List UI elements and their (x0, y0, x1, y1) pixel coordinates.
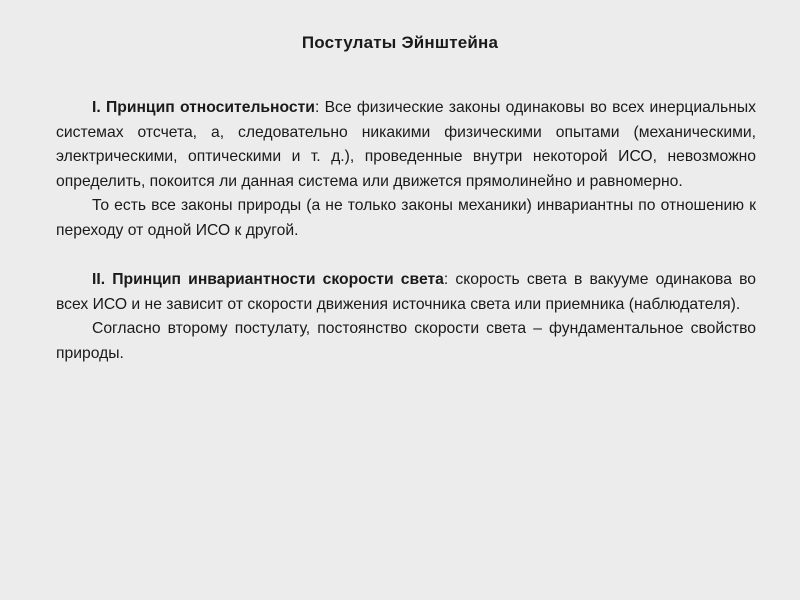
postulate-2-separator: : (443, 271, 456, 289)
postulate-2-paragraph (56, 268, 756, 317)
postulate-1-paragraph (56, 96, 756, 194)
postulate-1-text: Все физические законы одинаковы во всех инерциальных системах отсчета, а, следовательно никакими физическими опытами (механическими, электрическими, оптическими и т. д.), проведенные внутри некоторой ИСО, невозможно определить, покоится ли данная система или движется прямолинейно и равномерно. (56, 99, 756, 190)
postulate-2-heading: II. Принцип инвариантности скорости света (92, 271, 444, 289)
paragraph-spacer (56, 244, 756, 269)
postulate-1-separator: : (314, 99, 325, 116)
postulate-1-heading: I. Принцип относительности (92, 99, 315, 116)
postulate-2-text: скорость света в вакууме одинакова во всех ИСО и не зависит от скорости движения источника света или приемника (наблюдателя). (56, 271, 757, 313)
slide-title: Постулаты Эйнштейна (301, 33, 499, 52)
postulate-1-explanation: То есть все законы природы (а не только законы механики) инвариантны по отношению к переходу от одной ИСО к другой. (56, 197, 756, 239)
postulate-2-explanation: Согласно второму постулату, постоянство скорости света – фундаментальное свойство природы. (56, 320, 756, 362)
slide-body (56, 96, 756, 367)
